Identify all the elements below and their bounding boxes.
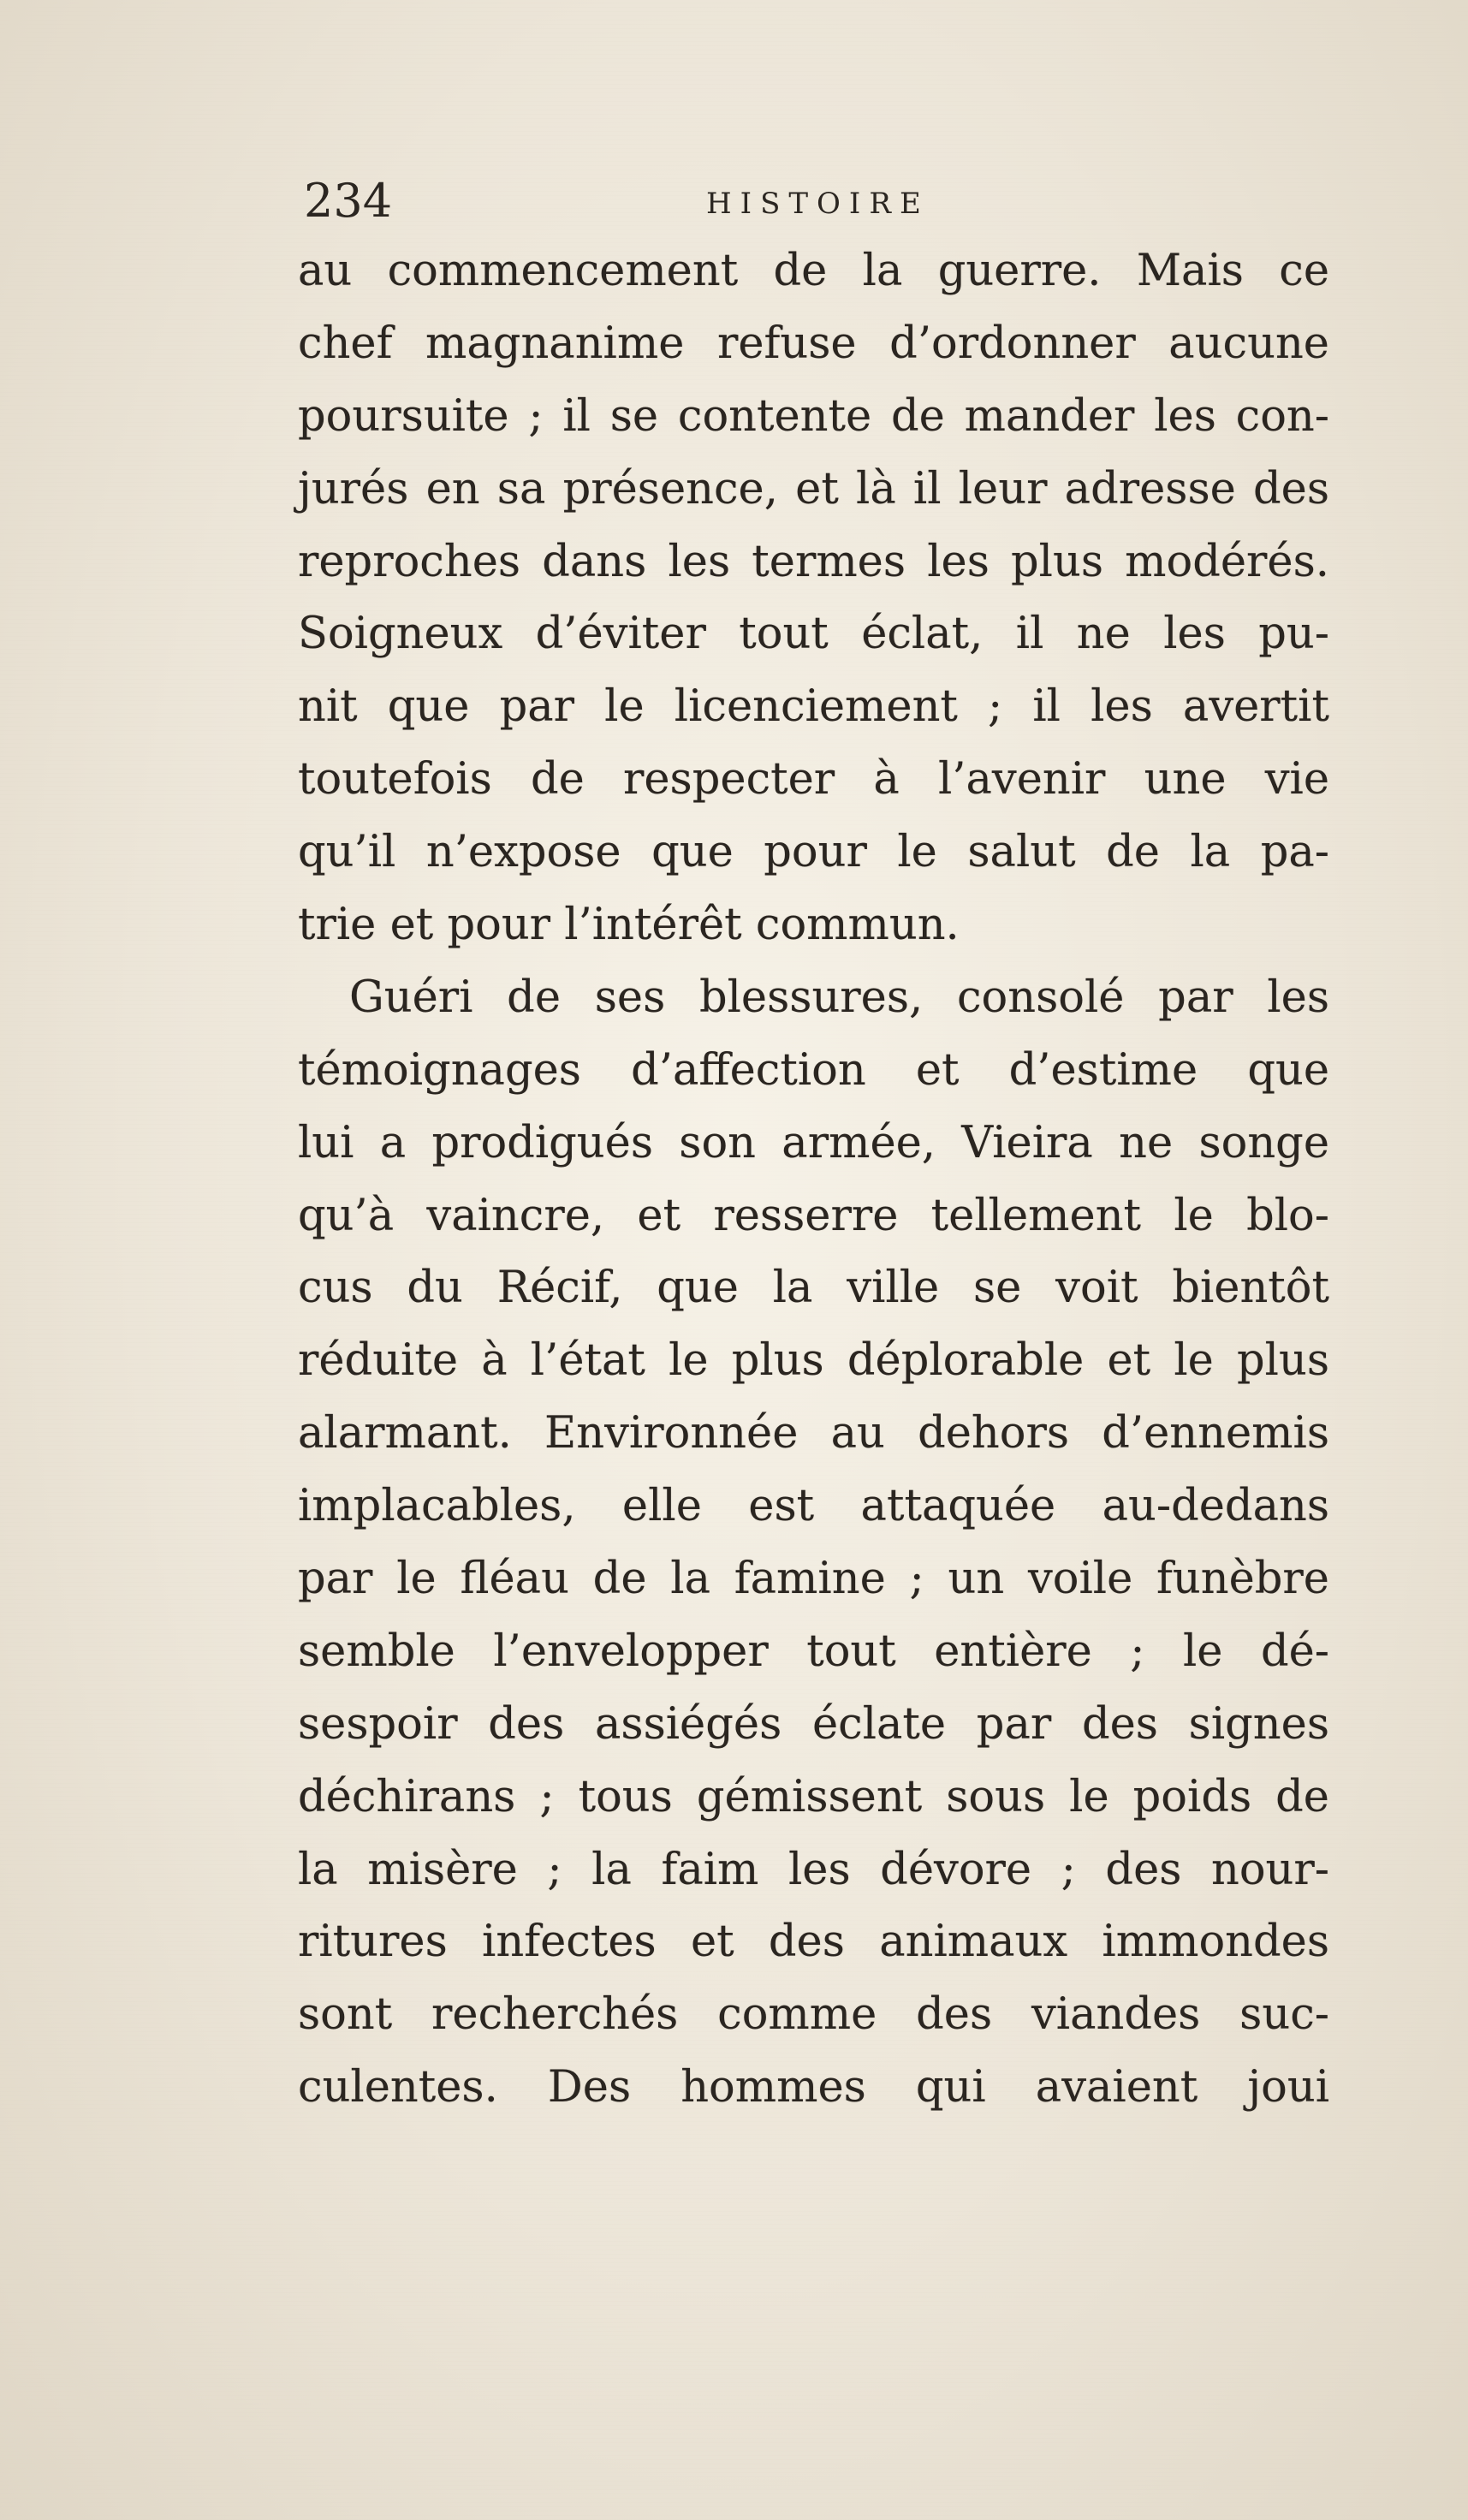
text-line: nit que par le licenciement ; il les avertit xyxy=(298,681,1329,733)
text-line: reproches dans les termes les plus modérés. xyxy=(298,536,1329,587)
text-line: toutefois de respecter à l’avenir une vie xyxy=(298,754,1329,805)
text-line: la misère ; la faim les dévore ; des nour- xyxy=(298,1844,1329,1895)
text-line: au commencement de la guerre. Mais ce xyxy=(298,246,1329,296)
text-line: trie et pour l’intérêt commun. xyxy=(298,900,960,951)
text-line: ritures infectes et des animaux immondes xyxy=(298,1917,1329,1968)
text-line: déchirans ; tous gémissent sous le poids de xyxy=(298,1771,1329,1822)
text-line: Soigneux d’éviter tout éclat, il ne les pu- xyxy=(298,609,1329,660)
text-line: implacables, elle est attaquée au-dedans xyxy=(298,1481,1329,1532)
running-title: HISTOIRE xyxy=(706,187,930,221)
page-number: 234 xyxy=(304,174,393,228)
text-line: qu’il n’expose que pour le salut de la pa- xyxy=(298,827,1329,878)
text-line: réduite à l’état le plus déplorable et le plus xyxy=(298,1335,1329,1387)
body-text xyxy=(298,235,1329,2125)
text-line: lui a prodigués son armée, Vieira ne songe xyxy=(298,1117,1329,1168)
text-line: semble l’envelopper tout entière ; le dé- xyxy=(298,1626,1329,1677)
text-line: chef magnanime refuse d’ordonner aucune xyxy=(298,318,1329,369)
text-line: culentes. Des hommes qui avaient joui xyxy=(298,2062,1329,2113)
text-line: alarmant. Environnée au dehors d’ennemis xyxy=(298,1408,1329,1459)
text-line: sont recherchés comme des viandes suc- xyxy=(298,1989,1329,2041)
text-line: jurés en sa présence, et là il leur adresse des xyxy=(298,463,1329,514)
text-line: témoignages d’affection et d’estime que xyxy=(298,1044,1329,1096)
text-line: Guéri de ses blessures, consolé par les xyxy=(349,972,1329,1023)
running-head xyxy=(304,171,1331,231)
text-line: qu’à vaincre, et resserre tellement le blo- xyxy=(298,1190,1329,1241)
text-line: poursuite ; il se contente de mander les con- xyxy=(298,390,1329,442)
text-line: sespoir des assiégés éclate par des signes xyxy=(298,1698,1329,1750)
text-line: par le fléau de la famine ; un voile funèbre xyxy=(298,1554,1329,1605)
text-line: cus du Récif, que la ville se voit bientôt xyxy=(298,1263,1329,1314)
